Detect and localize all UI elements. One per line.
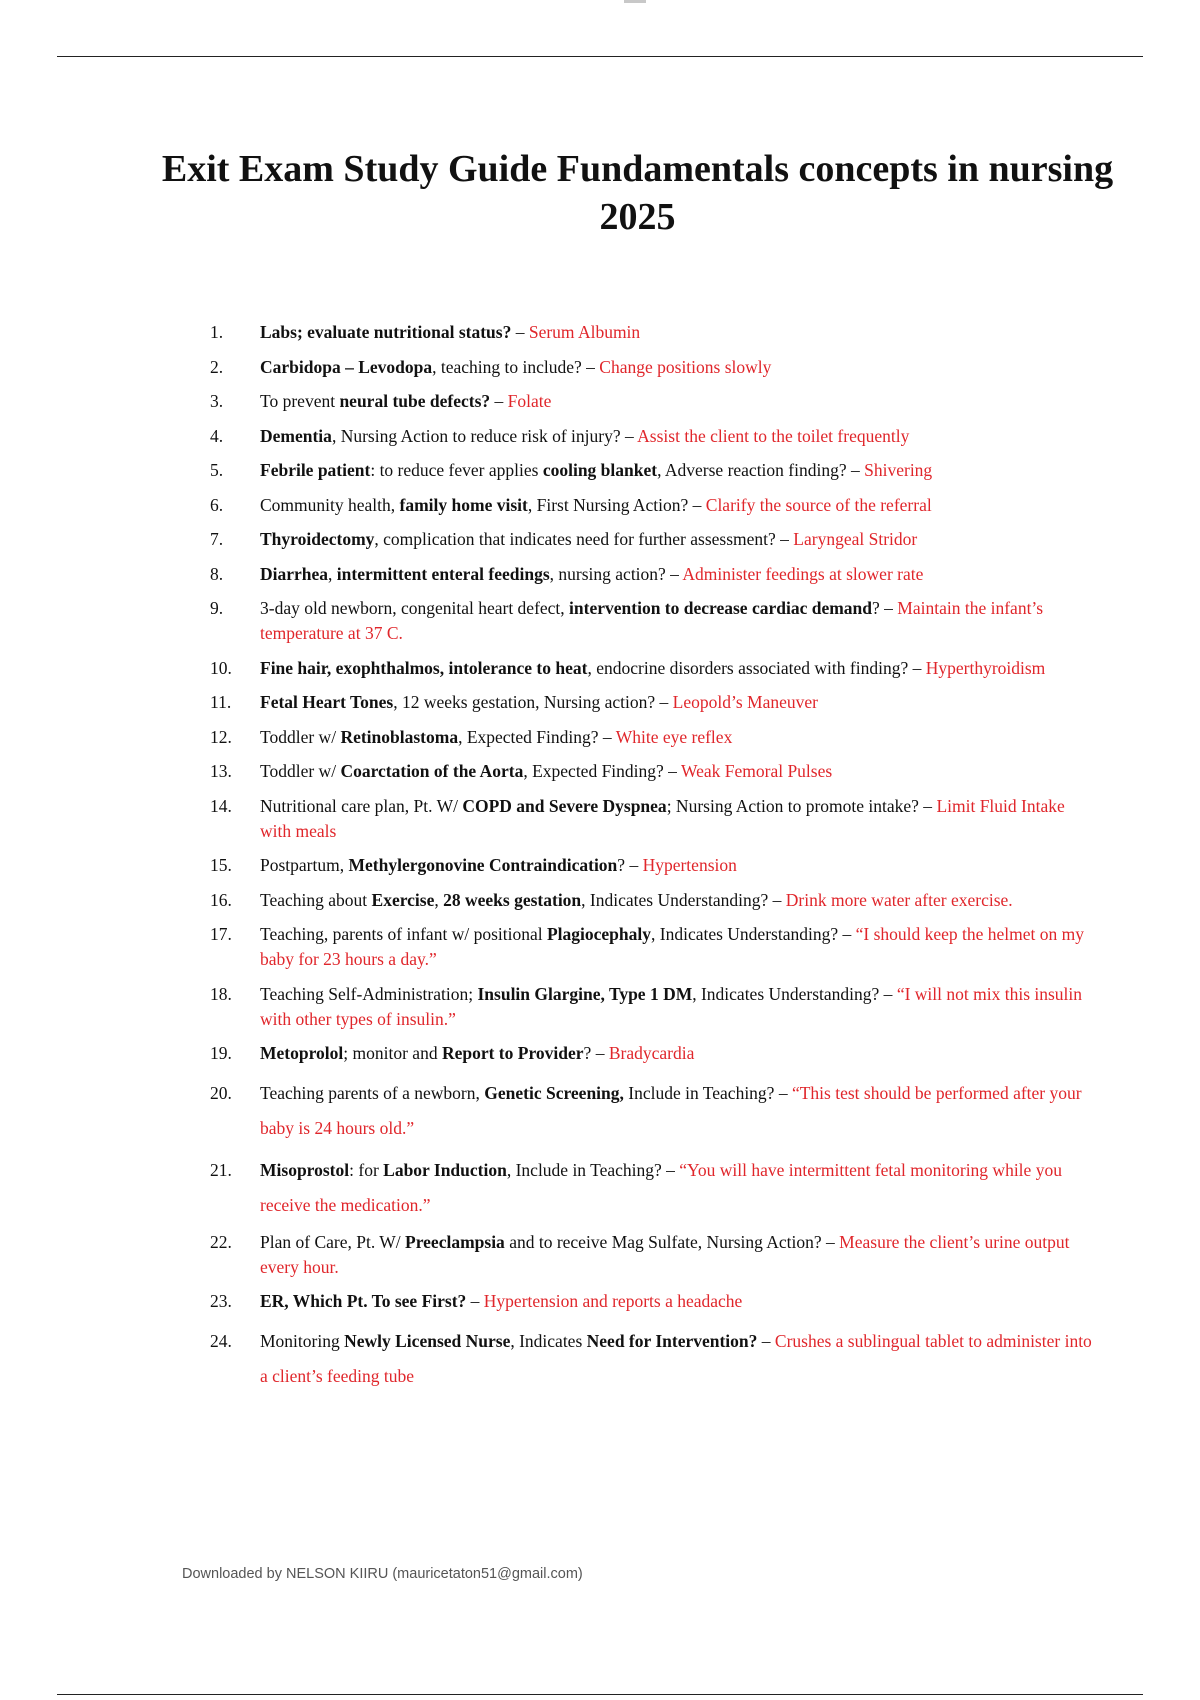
question-text: , teaching to include? –	[432, 356, 600, 377]
question-number: 7.	[210, 529, 224, 549]
question-text: , Expected Finding? –	[458, 726, 616, 747]
answer-text: Laryngeal Stridor	[793, 529, 918, 549]
question-keyword: Labs; evaluate nutritional status?	[260, 322, 512, 342]
question-text: –	[490, 391, 508, 411]
question-number: 13.	[210, 761, 232, 781]
question-item	[210, 355, 1100, 380]
question-keyword: Insulin Glargine, Type 1 DM	[477, 983, 693, 1004]
question-text: : to reduce fever applies	[370, 460, 543, 480]
question-text: Postpartum,	[260, 855, 349, 875]
question-item	[210, 853, 1100, 878]
question-number: 6.	[210, 494, 224, 515]
question-keyword: Diarrhea	[260, 563, 329, 584]
question-item	[210, 596, 1100, 646]
question-text: –	[757, 1330, 775, 1351]
question-text: Nutritional care plan, Pt. W/	[260, 795, 463, 816]
question-keyword: Preeclampsia	[405, 1231, 505, 1252]
question-keyword: Dementia	[260, 425, 332, 446]
question-text: , Indicates Understanding? –	[692, 983, 897, 1004]
question-text: , nursing action? –	[549, 563, 683, 584]
question-item	[210, 922, 1100, 972]
question-body	[260, 357, 771, 377]
question-body	[260, 692, 818, 712]
answer-text: Measure the client’s urine output every hour.	[260, 1231, 1070, 1277]
question-body	[260, 460, 932, 480]
question-text: ? –	[617, 855, 643, 875]
question-keyword: Newly Licensed Nurse	[344, 1330, 511, 1351]
page-top-marker	[624, 0, 646, 3]
footer-rule	[57, 1694, 1143, 1695]
question-number: 11.	[210, 692, 232, 712]
question-number: 16.	[210, 889, 232, 910]
question-body	[260, 1083, 1082, 1138]
question-keyword: Retinoblastoma	[340, 726, 459, 747]
question-keyword: family home visit	[399, 494, 528, 515]
question-item	[210, 656, 1100, 681]
question-text: To prevent	[260, 391, 340, 411]
question-text: ,	[328, 563, 337, 584]
question-body	[260, 1291, 742, 1311]
question-text: , Expected Finding? –	[523, 761, 681, 781]
question-keyword: intermittent enteral feedings	[336, 563, 550, 584]
question-body	[260, 598, 1043, 643]
question-number: 20.	[210, 1082, 232, 1103]
question-keyword: Fetal Heart Tones	[260, 692, 394, 712]
question-number: 22.	[210, 1231, 232, 1252]
question-item	[210, 1153, 1100, 1223]
question-text: , endocrine disorders associated with finding? –	[587, 657, 926, 678]
answer-text: Change positions slowly	[599, 356, 772, 377]
question-item	[210, 1230, 1100, 1280]
answer-text: Shivering	[864, 460, 933, 480]
answer-text: Serum Albumin	[528, 322, 641, 342]
question-keyword: 28 weeks gestation	[443, 889, 582, 910]
question-keyword: Carbidopa – Levodopa	[260, 356, 433, 377]
question-body	[260, 890, 1013, 910]
question-keyword: Metoprolol	[260, 1043, 344, 1063]
question-text: , complication that indicates need for further assessment? –	[374, 529, 794, 549]
question-number: 18.	[210, 983, 232, 1004]
question-item	[210, 888, 1100, 913]
question-item	[210, 1324, 1100, 1394]
question-keyword: intervention to decrease cardiac demand	[569, 598, 873, 618]
question-item	[210, 690, 1100, 715]
answer-text: Clarify the source of the referral	[705, 494, 932, 515]
question-item	[210, 493, 1100, 518]
answer-text: Crushes a sublingual tablet to administer into a client’s feeding tube	[260, 1330, 1092, 1386]
question-text: Teaching about	[260, 889, 372, 910]
question-text: , Indicates Understanding? –	[581, 889, 786, 910]
answer-text: White eye reflex	[615, 726, 733, 747]
question-number: 3.	[210, 391, 224, 411]
question-item	[210, 1041, 1100, 1066]
question-keyword: cooling blanket	[542, 460, 658, 480]
question-number: 17.	[210, 924, 232, 944]
question-text: ,	[434, 889, 444, 910]
question-text: ; Nursing Action to promote intake? –	[666, 795, 937, 816]
question-text: Monitoring	[260, 1330, 345, 1351]
question-text: 3-day old newborn, congenital heart defect,	[260, 598, 570, 618]
question-text: ? –	[583, 1043, 609, 1063]
question-keyword: Thyroidectomy	[260, 529, 375, 549]
question-keyword: Labor Induction	[383, 1159, 507, 1180]
answer-text: “I will not mix this insulin with other types of insulin.”	[260, 983, 1083, 1029]
question-number: 4.	[210, 425, 224, 446]
answer-text: Weak Femoral Pulses	[680, 761, 833, 781]
question-text: ; monitor and	[343, 1043, 442, 1063]
question-item	[210, 794, 1100, 844]
question-text: Plan of Care, Pt. W/	[260, 1231, 406, 1252]
question-body	[260, 924, 1084, 969]
answer-text: Bradycardia	[608, 1043, 695, 1063]
question-number: 21.	[210, 1159, 232, 1180]
question-text: , Indicates	[510, 1330, 587, 1351]
answer-text: Administer feedings at slower rate	[682, 563, 924, 584]
question-item	[210, 424, 1100, 449]
download-footer: Downloaded by NELSON KIIRU (mauricetaton51@gmail.com)	[182, 1566, 583, 1582]
question-number: 19.	[210, 1043, 232, 1063]
question-item	[210, 1076, 1100, 1146]
question-number: 2.	[210, 356, 224, 377]
question-text: and to receive Mag Sulfate, Nursing Action? –	[504, 1231, 840, 1252]
question-item	[210, 389, 1100, 414]
question-body	[260, 529, 917, 549]
question-body	[260, 727, 732, 747]
question-item	[210, 458, 1100, 483]
question-text: Teaching parents of a newborn,	[260, 1082, 485, 1103]
question-number: 10.	[210, 657, 232, 678]
question-body	[260, 426, 909, 446]
question-body	[260, 322, 640, 342]
question-text: Include in Teaching? –	[623, 1082, 792, 1103]
answer-text: “This test should be performed after your baby is 24 hours old.”	[260, 1082, 1082, 1138]
question-text: Toddler w/	[260, 726, 341, 747]
question-number: 14.	[210, 795, 232, 816]
question-number: 8.	[210, 563, 224, 584]
question-body	[260, 984, 1082, 1029]
question-body	[260, 855, 737, 875]
answer-text: “You will have intermittent fetal monitoring while you receive the medication.”	[260, 1159, 1062, 1215]
answer-text: Assist the client to the toilet frequently	[637, 425, 910, 446]
answer-text: Folate	[507, 391, 552, 411]
question-body	[260, 658, 1045, 678]
question-text: Teaching, parents of infant w/ positional	[260, 924, 547, 944]
question-number: 12.	[210, 726, 232, 747]
question-keyword: Coarctation of the Aorta	[340, 761, 524, 781]
answer-text: Leopold’s Maneuver	[672, 692, 818, 712]
question-body	[260, 564, 923, 584]
question-keyword: Methylergonovine Contraindication	[348, 855, 618, 875]
question-keyword: Plagiocephaly	[546, 924, 651, 944]
question-number: 9.	[210, 598, 224, 618]
question-item	[210, 725, 1100, 750]
question-item	[210, 982, 1100, 1032]
question-keyword: Fine hair, exophthalmos, intolerance to heat	[260, 657, 588, 678]
question-number: 24.	[210, 1330, 232, 1351]
question-keyword: COPD and Severe Dyspnea	[462, 795, 667, 816]
question-number: 23.	[210, 1291, 232, 1311]
answer-text: Hypertension and reports a headache	[483, 1291, 743, 1311]
question-body	[260, 796, 1065, 841]
question-text: , Include in Teaching? –	[506, 1159, 680, 1180]
question-body	[260, 1331, 1092, 1386]
question-keyword: Report to Provider	[441, 1043, 584, 1063]
question-keyword: neural tube defects?	[339, 391, 491, 411]
answer-text: “I should keep the helmet on my baby for 23 hours a day.”	[260, 924, 1085, 969]
question-text: ? –	[872, 598, 898, 618]
question-item	[210, 527, 1100, 552]
question-text: , Adverse reaction finding? –	[657, 460, 865, 480]
answer-text: Maintain the infant’s temperature at 37 C.	[260, 598, 1044, 643]
question-text: , Indicates Understanding? –	[651, 924, 856, 944]
question-keyword: Exercise	[371, 889, 435, 910]
question-body	[260, 495, 932, 515]
question-text: : for	[349, 1159, 384, 1180]
question-text: Teaching Self-Administration;	[260, 983, 478, 1004]
question-body	[260, 761, 832, 781]
question-item	[210, 320, 1100, 345]
answer-text: Hypertension	[642, 855, 737, 875]
question-list	[210, 320, 1100, 1401]
document-title: Exit Exam Study Guide Fundamentals concepts in nursing 2025	[161, 148, 1114, 238]
question-number: 1.	[210, 322, 224, 342]
question-item	[210, 759, 1100, 784]
question-number: 5.	[210, 460, 224, 480]
question-item	[210, 1289, 1100, 1314]
question-body	[260, 1043, 694, 1063]
header-rule	[57, 56, 1143, 57]
question-text: –	[466, 1291, 484, 1311]
question-body	[260, 1160, 1062, 1215]
question-text: –	[511, 322, 529, 342]
question-item	[210, 562, 1100, 587]
question-body	[260, 391, 551, 411]
question-keyword: ER, Which Pt. To see First?	[260, 1291, 467, 1311]
question-body	[260, 1232, 1070, 1277]
question-text: Community health,	[260, 494, 400, 515]
question-text: Toddler w/	[260, 761, 341, 781]
answer-text: Hyperthyroidism	[925, 657, 1046, 678]
question-text: , First Nursing Action? –	[527, 494, 706, 515]
question-keyword: Febrile patient	[260, 460, 371, 480]
question-text: , 12 weeks gestation, Nursing action? –	[393, 692, 673, 712]
answer-text: Limit Fluid Intake with meals	[260, 795, 1065, 841]
question-number: 15.	[210, 855, 232, 875]
question-keyword: Misoprostol	[260, 1159, 350, 1180]
question-text: , Nursing Action to reduce risk of injury? –	[331, 425, 638, 446]
question-keyword: Genetic Screening,	[484, 1082, 624, 1103]
answer-text: Drink more water after exercise.	[785, 889, 1013, 910]
question-keyword: Need for Intervention?	[586, 1330, 758, 1351]
